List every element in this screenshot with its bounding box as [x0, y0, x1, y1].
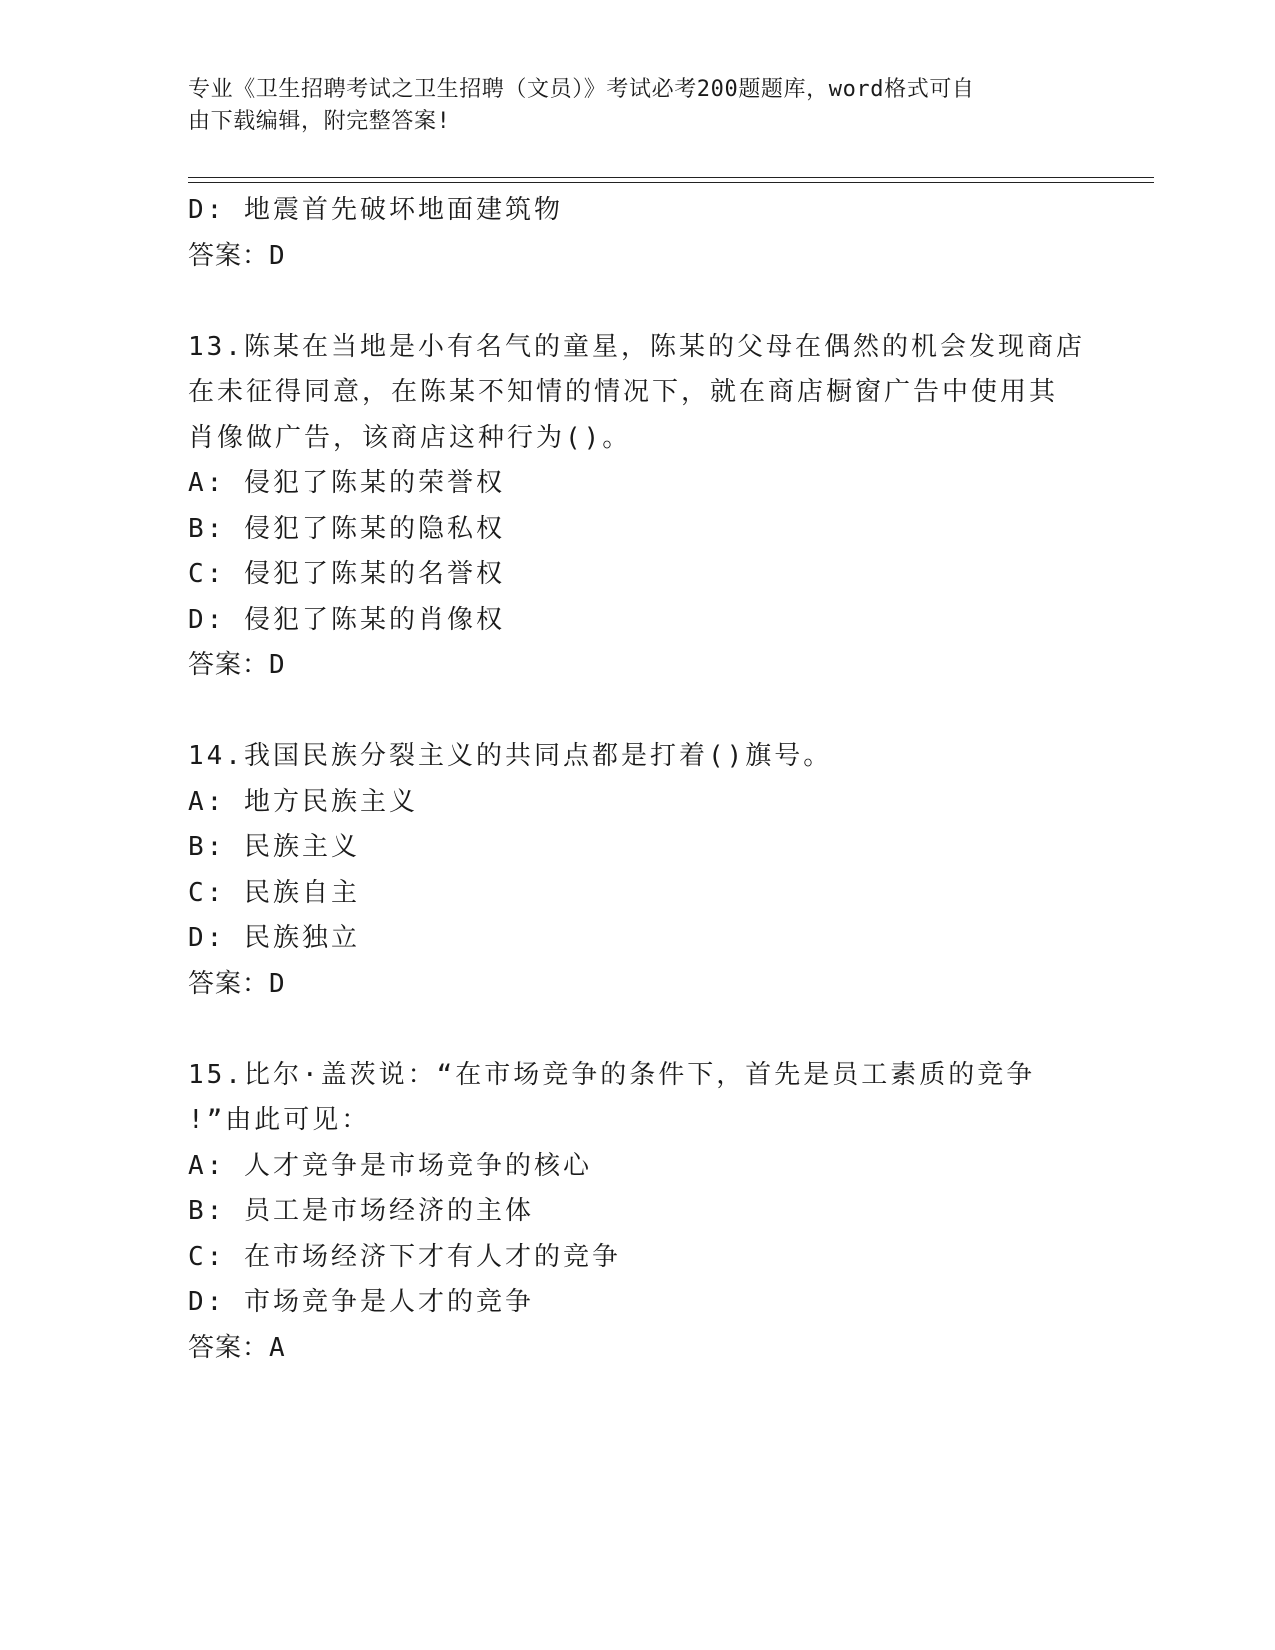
question-13 — [188, 325, 1088, 689]
question-stem-line: 15.比尔·盖茨说：“在市场竞争的条件下，首先是员工素质的竞争 — [188, 1059, 1036, 1090]
option-a: A: 人才竞争是市场竞争的核心 — [188, 1150, 592, 1181]
option-b: B: 员工是市场经济的主体 — [188, 1196, 534, 1226]
header-rule-bottom — [188, 182, 1154, 183]
spacer — [188, 279, 1088, 325]
option-c: C: 侵犯了陈某的名誉权 — [188, 559, 505, 589]
answer-line — [188, 234, 1088, 280]
option-d: D: 地震首先破坏地面建筑物 — [188, 195, 563, 225]
question-15 — [188, 1053, 1088, 1372]
spacer — [188, 689, 1088, 735]
header-line-1: 专业《卫生招聘考试之卫生招聘（文员）》考试必考200题题库，word格式可自 — [188, 77, 975, 102]
document-body — [188, 188, 1088, 1371]
option-d: D: 侵犯了陈某的肖像权 — [188, 604, 505, 635]
answer-line — [188, 1326, 1088, 1372]
question-stem-line: 在未征得同意，在陈某不知情的情况下，就在商店橱窗广告中使用其 — [188, 377, 1059, 407]
question-stem-line: 13.陈某在当地是小有名气的童星，陈某的父母在偶然的机会发现商店 — [188, 331, 1085, 362]
question-stem-line: !”由此可见： — [188, 1105, 371, 1135]
option-c: C: 在市场经济下才有人才的竞争 — [188, 1241, 621, 1272]
option-b: B: 民族主义 — [188, 832, 360, 862]
answer-line — [188, 962, 1088, 1008]
answer-value: A — [269, 1332, 286, 1363]
answer-line — [188, 643, 1088, 689]
previous-question-fragment — [188, 188, 1088, 279]
option-d: D: 市场竞争是人才的竞争 — [188, 1287, 534, 1317]
answer-label: 答案： — [188, 650, 270, 680]
answer-label: 答案： — [188, 968, 270, 999]
answer-label: 答案： — [188, 240, 270, 271]
page-header — [188, 74, 1068, 138]
answer-label: 答案： — [188, 1332, 270, 1363]
answer-value: D — [269, 240, 286, 271]
header-line-2: 由下载编辑，附完整答案! — [188, 109, 451, 134]
option-c: C: 民族自主 — [188, 877, 360, 908]
option-d: D: 民族独立 — [188, 923, 360, 953]
option-a: A: 侵犯了陈某的荣誉权 — [188, 468, 505, 498]
question-14 — [188, 734, 1088, 1007]
question-stem-line: 肖像做广告，该商店这种行为()。 — [188, 422, 632, 453]
answer-value: D — [269, 968, 286, 999]
answer-value: D — [269, 650, 286, 680]
option-a: A: 地方民族主义 — [188, 786, 418, 817]
option-b: B: 侵犯了陈某的隐私权 — [188, 513, 505, 544]
spacer — [188, 1007, 1088, 1053]
question-stem-line: 14.我国民族分裂主义的共同点都是打着()旗号。 — [188, 741, 833, 771]
header-rule-top — [188, 177, 1154, 178]
